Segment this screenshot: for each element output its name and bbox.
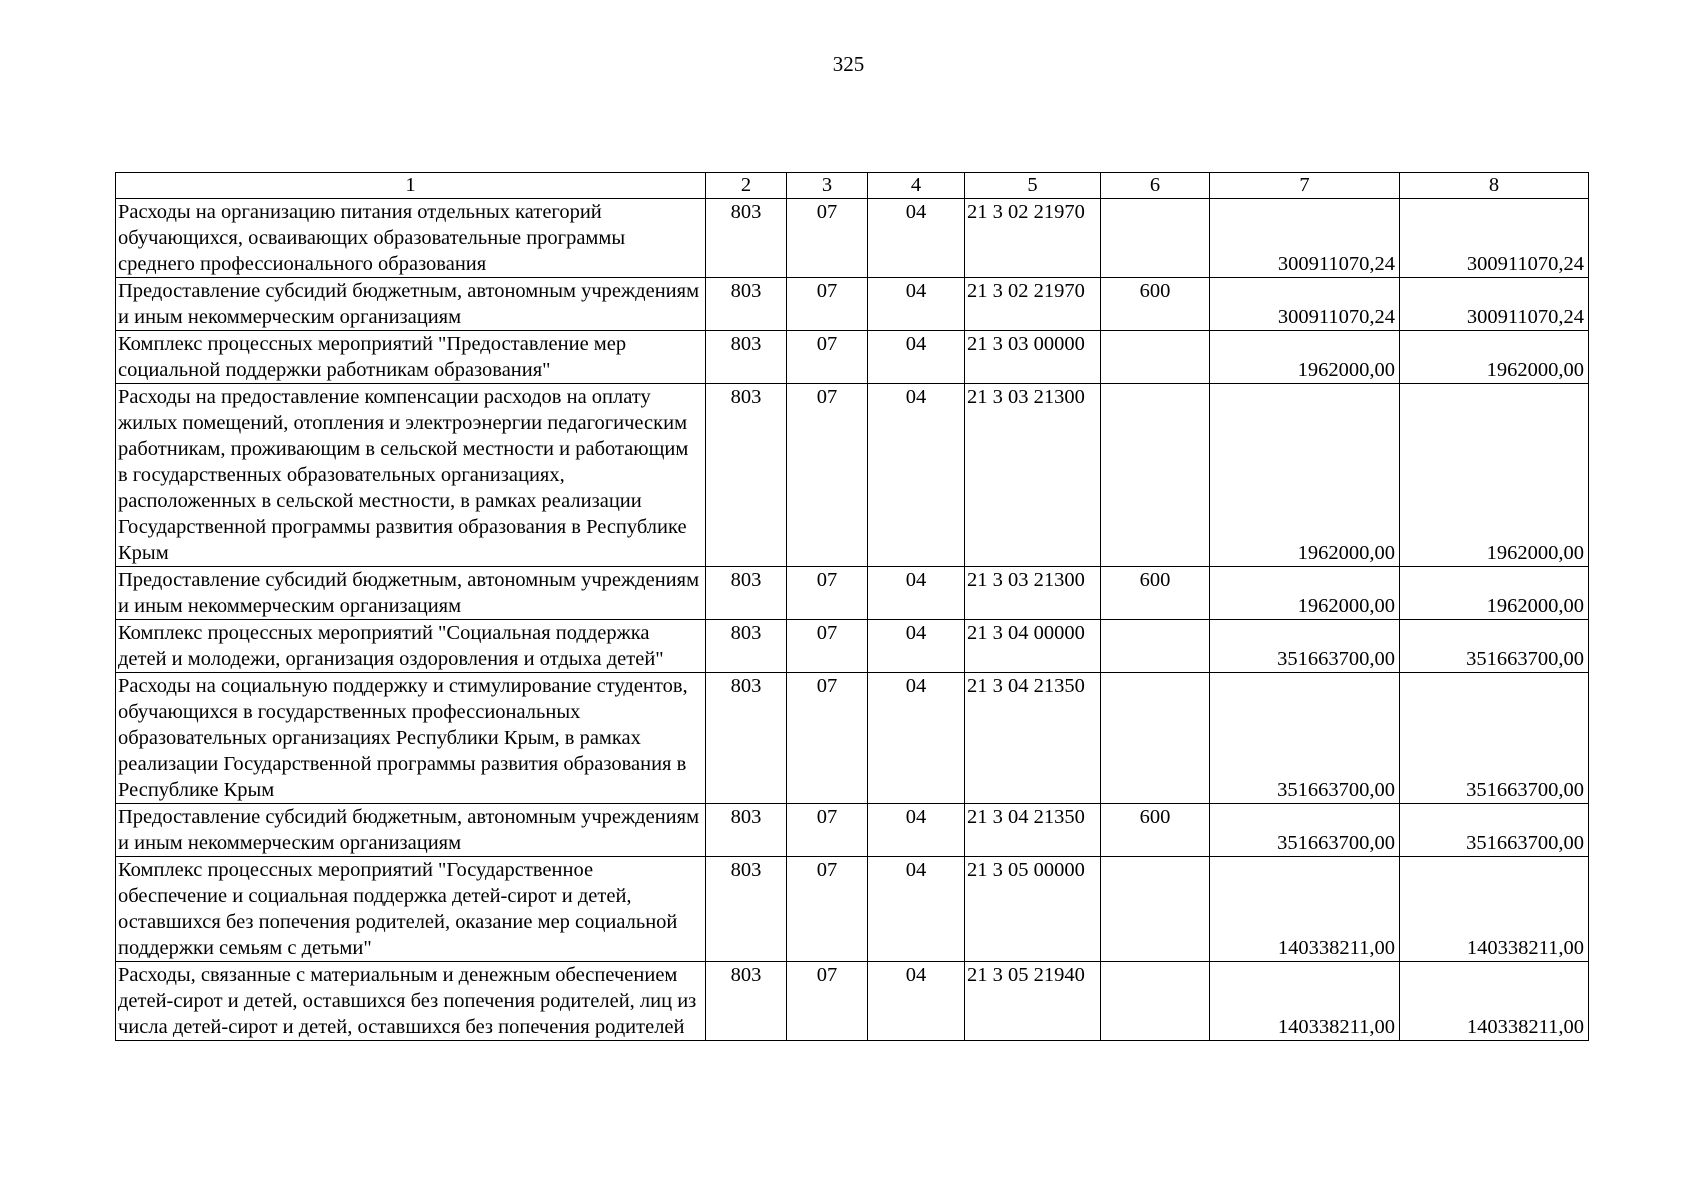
expense-name: Предоставление субсидий бюджетным, автономным учреждениям и иным некоммерческим организациям — [116, 567, 706, 620]
amount-col-8: 351663700,00 — [1400, 620, 1589, 673]
header-row — [116, 173, 1589, 199]
target-article-code: 21 3 04 00000 — [965, 620, 1101, 673]
target-article-code: 21 3 03 21300 — [965, 384, 1101, 567]
subsection-code: 04 — [868, 857, 965, 962]
ministry-code: 803 — [706, 857, 787, 962]
target-article-code: 21 3 04 21350 — [965, 673, 1101, 804]
amount-col-7: 300911070,24 — [1210, 278, 1400, 331]
amount-col-8: 140338211,00 — [1400, 962, 1589, 1041]
expense-type-code: 600 — [1101, 567, 1210, 620]
section-code: 07 — [787, 673, 868, 804]
amount-col-7: 351663700,00 — [1210, 673, 1400, 804]
table-row — [116, 804, 1589, 857]
amount-col-8: 351663700,00 — [1400, 804, 1589, 857]
target-article-code: 21 3 03 21300 — [965, 567, 1101, 620]
section-code: 07 — [787, 804, 868, 857]
section-code: 07 — [787, 567, 868, 620]
table-row — [116, 278, 1589, 331]
expense-type-code — [1101, 384, 1210, 567]
amount-col-8: 1962000,00 — [1400, 331, 1589, 384]
table-row — [116, 673, 1589, 804]
column-header: 4 — [868, 173, 965, 199]
ministry-code: 803 — [706, 962, 787, 1041]
column-header: 1 — [116, 173, 706, 199]
ministry-code: 803 — [706, 804, 787, 857]
ministry-code: 803 — [706, 384, 787, 567]
target-article-code: 21 3 02 21970 — [965, 278, 1101, 331]
expense-name: Предоставление субсидий бюджетным, автономным учреждениям и иным некоммерческим организациям — [116, 804, 706, 857]
section-code: 07 — [787, 620, 868, 673]
ministry-code: 803 — [706, 620, 787, 673]
expense-name: Комплекс процессных мероприятий "Предоставление мер социальной поддержки работникам образования" — [116, 331, 706, 384]
expense-name: Комплекс процессных мероприятий "Государственное обеспечение и социальная поддержка детей-сирот и детей, оставшихся без попечения родителей, оказание мер социальной поддержки семьям с детьми" — [116, 857, 706, 962]
target-article-code: 21 3 02 21970 — [965, 199, 1101, 278]
subsection-code: 04 — [868, 620, 965, 673]
column-header: 2 — [706, 173, 787, 199]
section-code: 07 — [787, 857, 868, 962]
section-code: 07 — [787, 199, 868, 278]
subsection-code: 04 — [868, 331, 965, 384]
column-header: 7 — [1210, 173, 1400, 199]
amount-col-8: 300911070,24 — [1400, 278, 1589, 331]
expense-type-code — [1101, 331, 1210, 384]
expense-name: Предоставление субсидий бюджетным, автономным учреждениям и иным некоммерческим организациям — [116, 278, 706, 331]
amount-col-8: 351663700,00 — [1400, 673, 1589, 804]
expense-type-code — [1101, 857, 1210, 962]
table-row — [116, 962, 1589, 1041]
section-code: 07 — [787, 384, 868, 567]
amount-col-7: 140338211,00 — [1210, 962, 1400, 1041]
table-row — [116, 384, 1589, 567]
subsection-code: 04 — [868, 673, 965, 804]
expense-name: Расходы, связанные с материальным и денежным обеспечением детей-сирот и детей, оставшихся без попечения родителей, лиц из числа детей-сирот и детей, оставшихся без попечения родителей — [116, 962, 706, 1041]
section-code: 07 — [787, 278, 868, 331]
amount-col-7: 1962000,00 — [1210, 384, 1400, 567]
expense-type-code: 600 — [1101, 804, 1210, 857]
column-header: 3 — [787, 173, 868, 199]
target-article-code: 21 3 05 00000 — [965, 857, 1101, 962]
section-code: 07 — [787, 962, 868, 1041]
page-number: 325 — [832, 52, 865, 76]
amount-col-8: 300911070,24 — [1400, 199, 1589, 278]
amount-col-7: 1962000,00 — [1210, 331, 1400, 384]
budget-table — [115, 172, 1589, 1041]
column-header: 6 — [1101, 173, 1210, 199]
expense-type-code — [1101, 673, 1210, 804]
ministry-code: 803 — [706, 199, 787, 278]
column-header: 5 — [965, 173, 1101, 199]
amount-col-7: 140338211,00 — [1210, 857, 1400, 962]
expense-type-code — [1101, 620, 1210, 673]
amount-col-7: 1962000,00 — [1210, 567, 1400, 620]
target-article-code: 21 3 03 00000 — [965, 331, 1101, 384]
amount-col-8: 1962000,00 — [1400, 384, 1589, 567]
table-row — [116, 199, 1589, 278]
table-row — [116, 620, 1589, 673]
expense-name: Расходы на предоставление компенсации расходов на оплату жилых помещений, отопления и электроэнергии педагогическим работникам, проживающим в сельской местности и работающим в государственных образовательных организациях, расположенных в сельской местности, в рамках реализации Государственной программы развития образования в Республике Крым — [116, 384, 706, 567]
amount-col-7: 351663700,00 — [1210, 804, 1400, 857]
subsection-code: 04 — [868, 278, 965, 331]
subsection-code: 04 — [868, 962, 965, 1041]
column-header: 8 — [1400, 173, 1589, 199]
target-article-code: 21 3 04 21350 — [965, 804, 1101, 857]
subsection-code: 04 — [868, 804, 965, 857]
amount-col-8: 1962000,00 — [1400, 567, 1589, 620]
subsection-code: 04 — [868, 384, 965, 567]
amount-col-7: 300911070,24 — [1210, 199, 1400, 278]
subsection-code: 04 — [868, 567, 965, 620]
target-article-code: 21 3 05 21940 — [965, 962, 1101, 1041]
ministry-code: 803 — [706, 673, 787, 804]
section-code: 07 — [787, 331, 868, 384]
ministry-code: 803 — [706, 331, 787, 384]
table-row — [116, 567, 1589, 620]
expense-type-code — [1101, 962, 1210, 1041]
expense-type-code: 600 — [1101, 278, 1210, 331]
expense-type-code — [1101, 199, 1210, 278]
table-row — [116, 857, 1589, 962]
amount-col-7: 351663700,00 — [1210, 620, 1400, 673]
ministry-code: 803 — [706, 278, 787, 331]
subsection-code: 04 — [868, 199, 965, 278]
ministry-code: 803 — [706, 567, 787, 620]
table-row — [116, 331, 1589, 384]
expense-name: Расходы на организацию питания отдельных категорий обучающихся, осваивающих образовательные программы среднего профессионального образования — [116, 199, 706, 278]
amount-col-8: 140338211,00 — [1400, 857, 1589, 962]
expense-name: Расходы на социальную поддержку и стимулирование студентов, обучающихся в государственных профессиональных образовательных организациях Республики Крым, в рамках реализации Государственной программы развития образования в Республике Крым — [116, 673, 706, 804]
expense-name: Комплекс процессных мероприятий "Социальная поддержка детей и молодежи, организация оздоровления и отдыха детей" — [116, 620, 706, 673]
